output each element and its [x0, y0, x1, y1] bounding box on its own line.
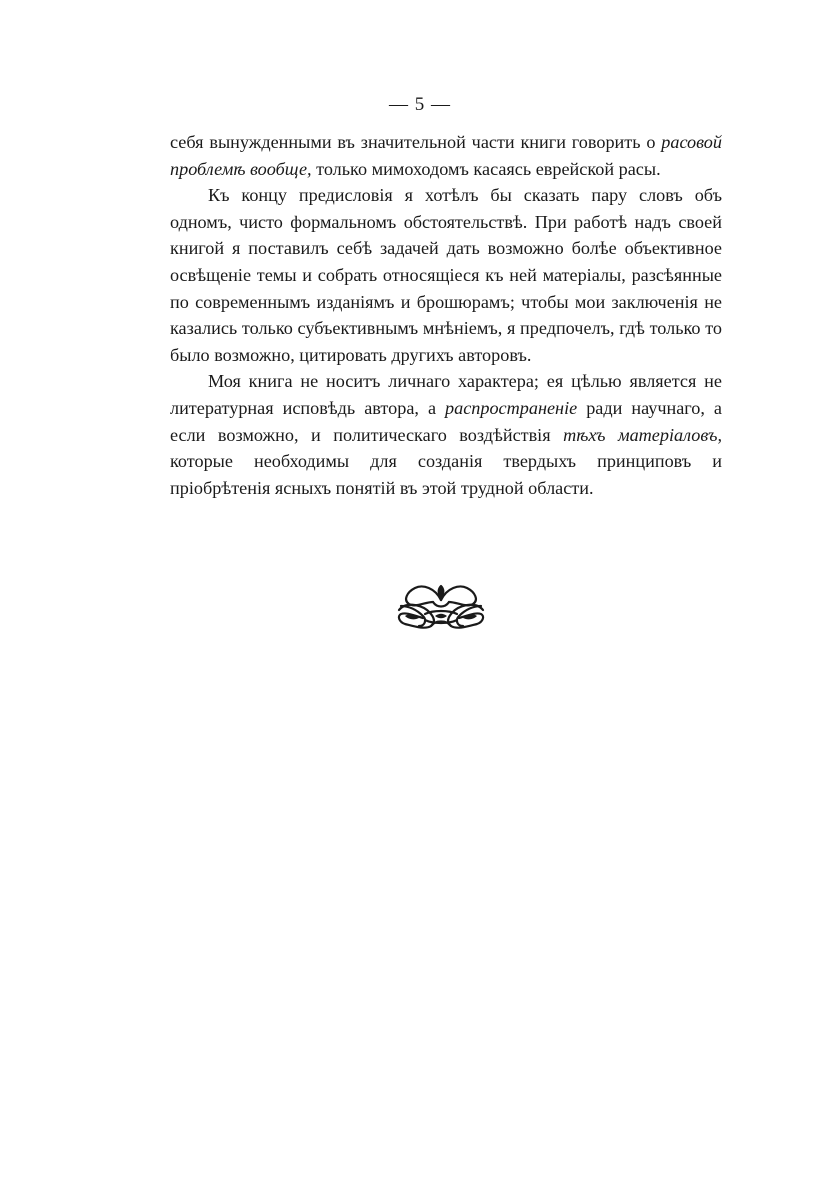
text-segment: себя вынужденными въ значительной части книги говорить о	[170, 132, 662, 152]
paragraph-3	[170, 368, 722, 501]
text-segment: только мимоходомъ касаясь еврейской расы.	[311, 158, 661, 179]
italic-segment: тѣхъ матеріаловъ,	[563, 424, 722, 445]
text-segment: которые необходимы для созданія твердыхъ принциповъ и пріобрѣтенія ясныхъ понятій въ этой трудной области.	[170, 451, 722, 498]
art-nouveau-vignette-icon	[395, 580, 487, 632]
paragraph-1	[170, 129, 722, 182]
body-text	[170, 129, 722, 501]
text-segment: ради научнаго, а если возможно, и политическаго воздѣйствія	[170, 397, 722, 445]
page-number: — 5 —	[389, 94, 451, 115]
paragraph-2	[170, 182, 722, 368]
text-segment: Моя книга не носитъ личнаго характера; ея цѣлью является не литературная исповѣдь автора, а	[170, 371, 722, 418]
italic-segment: расовой проблемѣ вообще,	[170, 132, 722, 179]
text-segment: Къ концу предисловія я хотѣлъ бы сказать пару словъ объ одномъ, чисто формальномъ обстоятельствѣ. При работѣ надъ своей книгой я поставилъ себѣ задачей дать возможно болѣе объективное освѣщеніе темы и собрать относящіеся къ ней матеріалы, разсѣянные по современнымъ изданіямъ и брошюрамъ; чтобы мои заключенія не казались только субъективнымъ мнѣніемъ, я предпочелъ, гдѣ только то было возможно, цитировать другихъ авторовъ.	[170, 185, 722, 365]
italic-segment: распространеніе	[445, 397, 578, 418]
